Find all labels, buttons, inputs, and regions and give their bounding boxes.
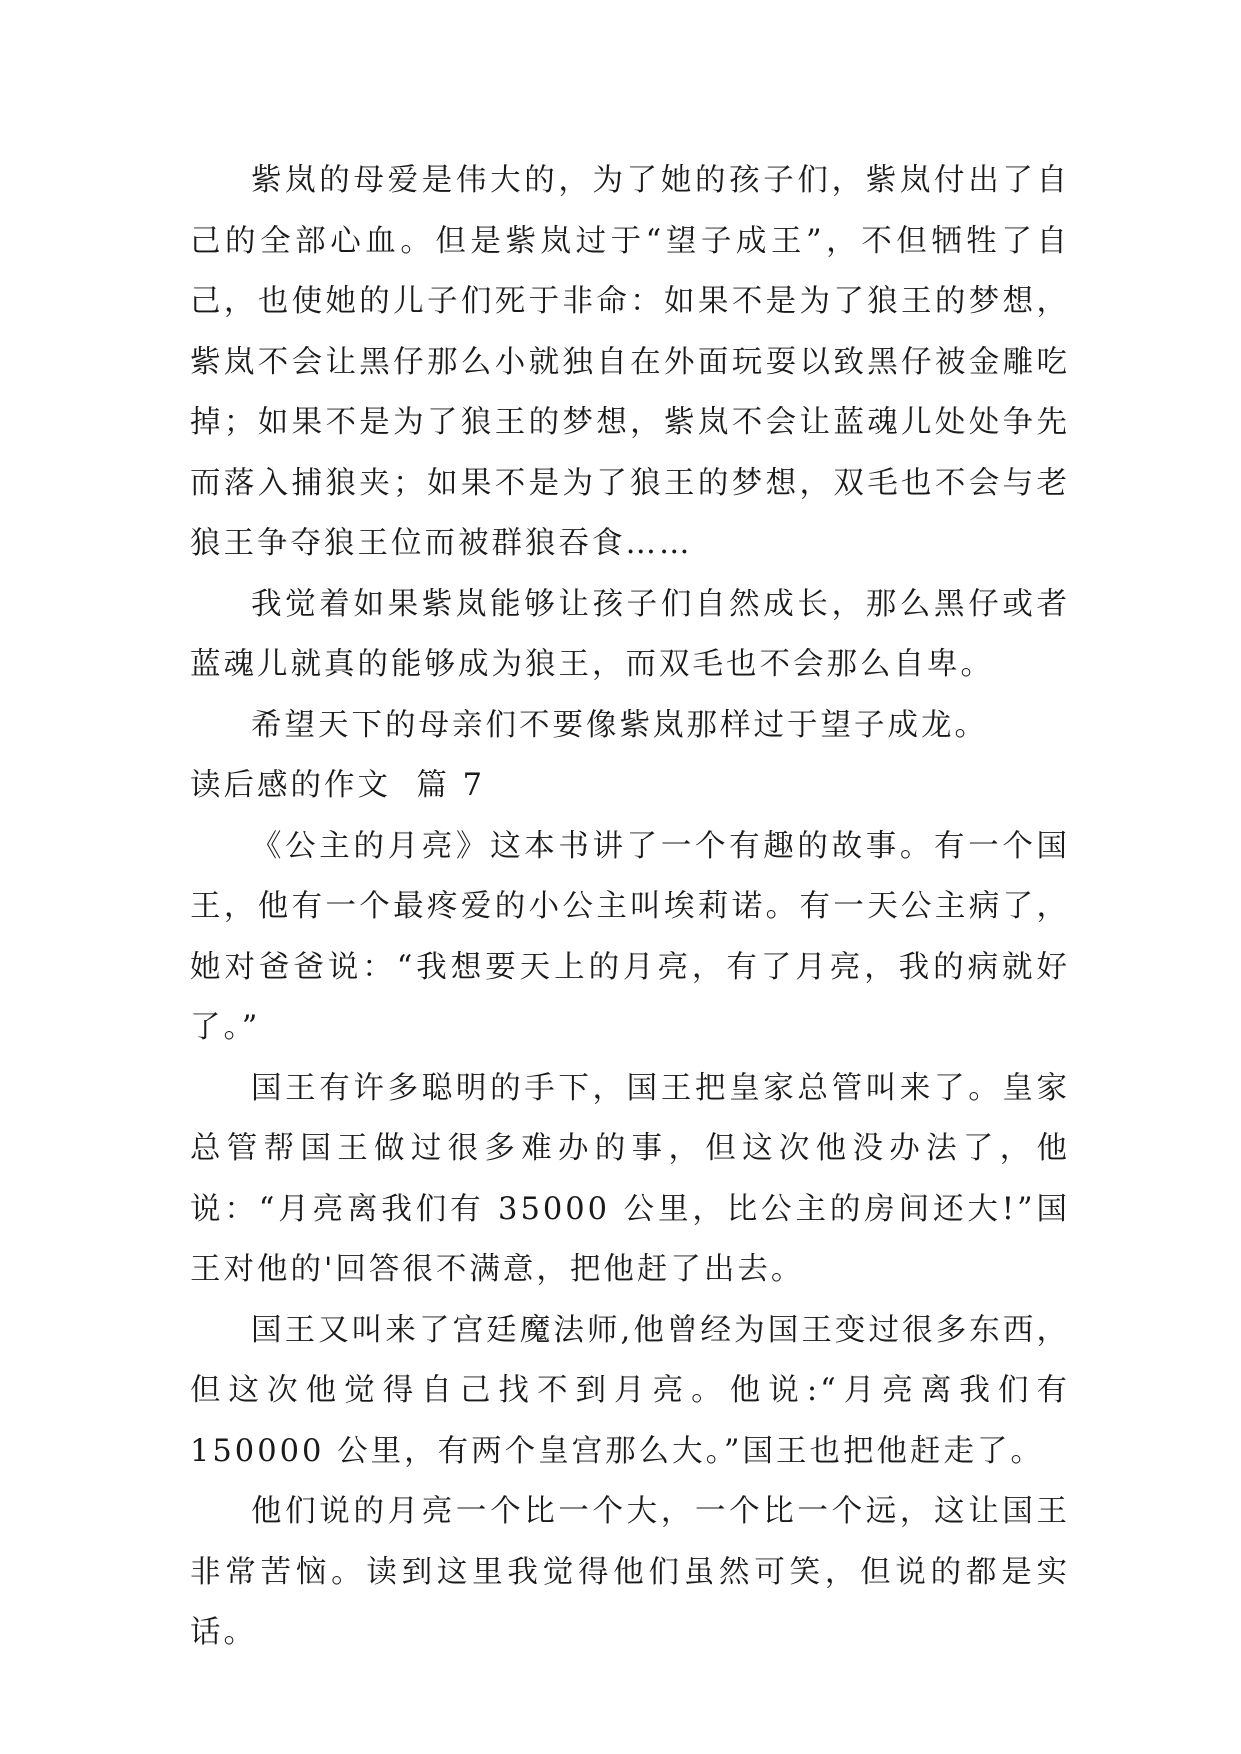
paragraph: 国王有许多聪明的手下，国王把皇家总管叫来了。皇家总管帮国王做过很多难办的事，但这次他没办法了，他说：“月亮离我们有 35000 公里，比公主的房间还大!”国王对他的'回答很不满意，把他赶了出去。	[190, 1070, 1070, 1287]
paragraph: 他们说的月亮一个比一个大，一个比一个远，这让国王非常苦恼。读到这里我觉得他们虽然可笑，但说的都是实话。	[190, 1494, 1070, 1650]
section-heading: 读后感的作文 篇 7	[190, 768, 485, 803]
document-body	[190, 151, 1070, 1664]
paragraph: 国王又叫来了宫廷魔法师,他曾经为国王变过很多东西，但这次他觉得自己找不到月亮。他说:“月亮离我们有 150000 公里，有两个皇宫那么大。”国王也把他赶走了。	[190, 1312, 1070, 1469]
paragraph: 我觉着如果紫岚能够让孩子们自然成长，那么黑仔或者蓝魂儿就真的能够成为狼王，而双毛也不会那么自卑。	[190, 586, 1070, 682]
paragraph: 《公主的月亮》这本书讲了一个有趣的故事。有一个国王，他有一个最疼爱的小公主叫埃莉诺。有一天公主病了，她对爸爸说：“我想要天上的月亮，有了月亮，我的病就好了。”	[190, 828, 1070, 1045]
paragraph: 紫岚的母爱是伟大的，为了她的孩子们，紫岚付出了自己的全部心血。但是紫岚过于“望子成王”，不但牺牲了自己，也使她的儿子们死于非命：如果不是为了狼王的梦想，紫岚不会让黑仔那么小就独自在外面玩耍以致黑仔被金雕吃掉；如果不是为了狼王的梦想，紫岚不会让蓝魂儿处处争先而落入捕狼夹；如果不是为了狼王的梦想，双毛也不会与老狼王争夺狼王位而被群狼吞食……	[190, 163, 1070, 561]
paragraph: 希望天下的母亲们不要像紫岚那样过于望子成龙。	[251, 707, 988, 743]
